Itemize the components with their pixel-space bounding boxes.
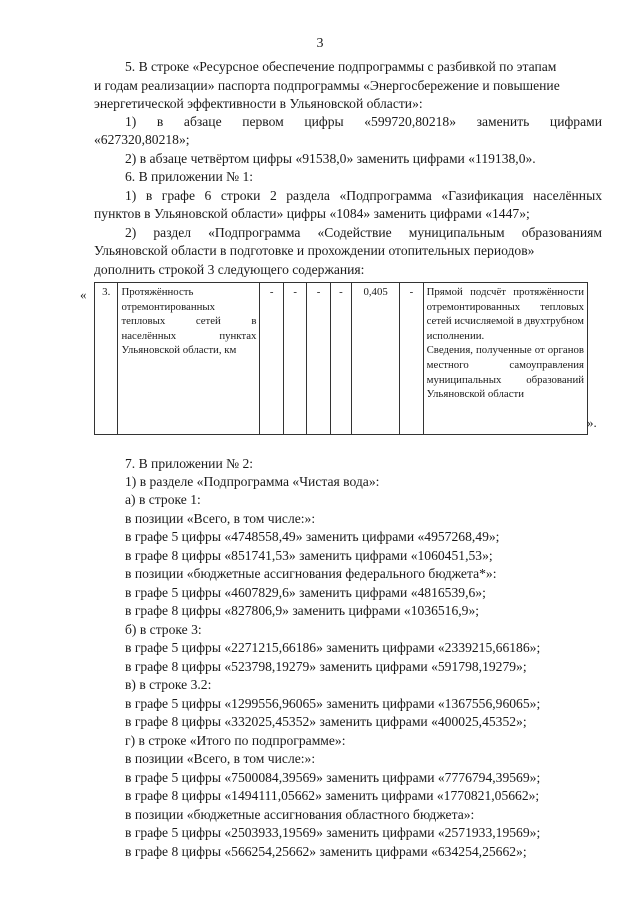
- section7-line: в графе 8 цифры «566254,25662» заменить цифрами «634254,25662»;: [125, 844, 527, 859]
- section7-line: в графе 8 цифры «523798,19279» заменить цифрами «591798,19279»;: [125, 659, 527, 674]
- cell-col2: -: [283, 283, 306, 435]
- section5-line2: и годам реализации» паспорта подпрограммы «Энергосбережение и повышение: [94, 78, 560, 93]
- section6-head: 6. В приложении № 1:: [125, 169, 254, 184]
- section7-line: в графе 5 цифры «2503933,19569» заменить цифрами «2571933,19569»;: [125, 825, 541, 840]
- section6-item2a: 2) раздел «Подпрограмма «Содействие муниципальным образованиям: [125, 225, 602, 240]
- section7-line: в графе 8 цифры «1494111,05662» заменить цифрами «1770821,05662»;: [125, 788, 540, 803]
- section7-head: 7. В приложении № 2:: [125, 456, 254, 471]
- section7-line: в графе 8 цифры «851741,53» заменить цифрами «1060451,53»;: [125, 548, 493, 563]
- insert-table: [94, 282, 588, 435]
- section7-line: в) в строке 3.2:: [125, 677, 212, 692]
- section7-line: г) в строке «Итого по подпрограмме»:: [125, 733, 346, 748]
- section6-item1b: пунктов в Ульяновской области» цифры «1084» заменить цифрами «1447»;: [94, 206, 530, 221]
- cell-col1: -: [260, 283, 283, 435]
- section5-line3: энергетической эффективности в Ульяновской области»:: [94, 96, 423, 111]
- page-number: 3: [316, 36, 324, 51]
- section6-item1a: 1) в графе 6 строки 2 раздела «Подпрограмма «Газификация населённых: [125, 188, 602, 203]
- cell-value: 0,405: [352, 283, 400, 435]
- cell-note-method: Прямой подсчёт протяжённости отремонтированных тепловых сетей исчисляемой в двухтрубном исполнении.: [426, 286, 584, 342]
- table-close-quote: ».: [587, 415, 597, 430]
- section7-line: в графе 5 цифры «4607829,6» заменить цифрами «4816539,6»;: [125, 585, 486, 600]
- cell-col3: -: [307, 283, 330, 435]
- cell-col4: -: [330, 283, 351, 435]
- cell-row-number: 3.: [95, 283, 118, 435]
- cell-indicator-name: Протяжённость отремонтированных тепловых сетей в населённых пунктах Ульяновской области, км: [118, 283, 260, 435]
- section6-item2b: Ульяновской области в подготовке и прохождении отопительных периодов»: [94, 243, 535, 258]
- section7-line: в графе 5 цифры «7500084,39569» заменить цифрами «7776794,39569»;: [125, 770, 541, 785]
- section5-item1b: «627320,80218»;: [94, 132, 190, 147]
- cell-note-source: Сведения, полученные от органов местного самоуправления муниципальных образований Ульяновской области: [426, 344, 584, 401]
- section7-line: в графе 5 цифры «2271215,66186» заменить цифрами «2339215,66186»;: [125, 640, 541, 655]
- section7-line: в позиции «бюджетные ассигнования федерального бюджета*»:: [125, 566, 497, 581]
- table-row: [95, 283, 588, 435]
- cell-col6: -: [400, 283, 423, 435]
- section7-line: в графе 8 цифры «827806,9» заменить цифрами «1036516,9»;: [125, 603, 480, 618]
- section7-line: а) в строке 1:: [125, 492, 201, 507]
- section7-line: в позиции «Всего, в том числе:»:: [125, 511, 316, 526]
- section7-line: в графе 8 цифры «332025,45352» заменить цифрами «400025,45352»;: [125, 714, 527, 729]
- cell-note: [423, 283, 587, 435]
- section7-line: в графе 5 цифры «4748558,49» заменить цифрами «4957268,49»;: [125, 529, 500, 544]
- section6-item2c: дополнить строкой 3 следующего содержания:: [94, 262, 365, 277]
- section5-line1: 5. В строке «Ресурсное обеспечение подпрограммы с разбивкой по этапам: [125, 59, 557, 74]
- table-open-quote: «: [80, 287, 87, 302]
- section7-line: б) в строке 3:: [125, 622, 202, 637]
- section5-item2: 2) в абзаце четвёртом цифры «91538,0» заменить цифрами «119138,0».: [125, 151, 536, 166]
- section7-line: в позиции «Всего, в том числе:»:: [125, 751, 316, 766]
- insert-table-wrap: [86, 282, 594, 435]
- section5-item1a: 1) в абзаце первом цифры «599720,80218» заменить цифрами: [125, 114, 602, 129]
- section7-line: в позиции «бюджетные ассигнования областного бюджета»:: [125, 807, 475, 822]
- section7-line: 1) в разделе «Подпрограмма «Чистая вода»:: [125, 474, 380, 489]
- section7-line: в графе 5 цифры «1299556,96065» заменить цифрами «1367556,96065»;: [125, 696, 541, 711]
